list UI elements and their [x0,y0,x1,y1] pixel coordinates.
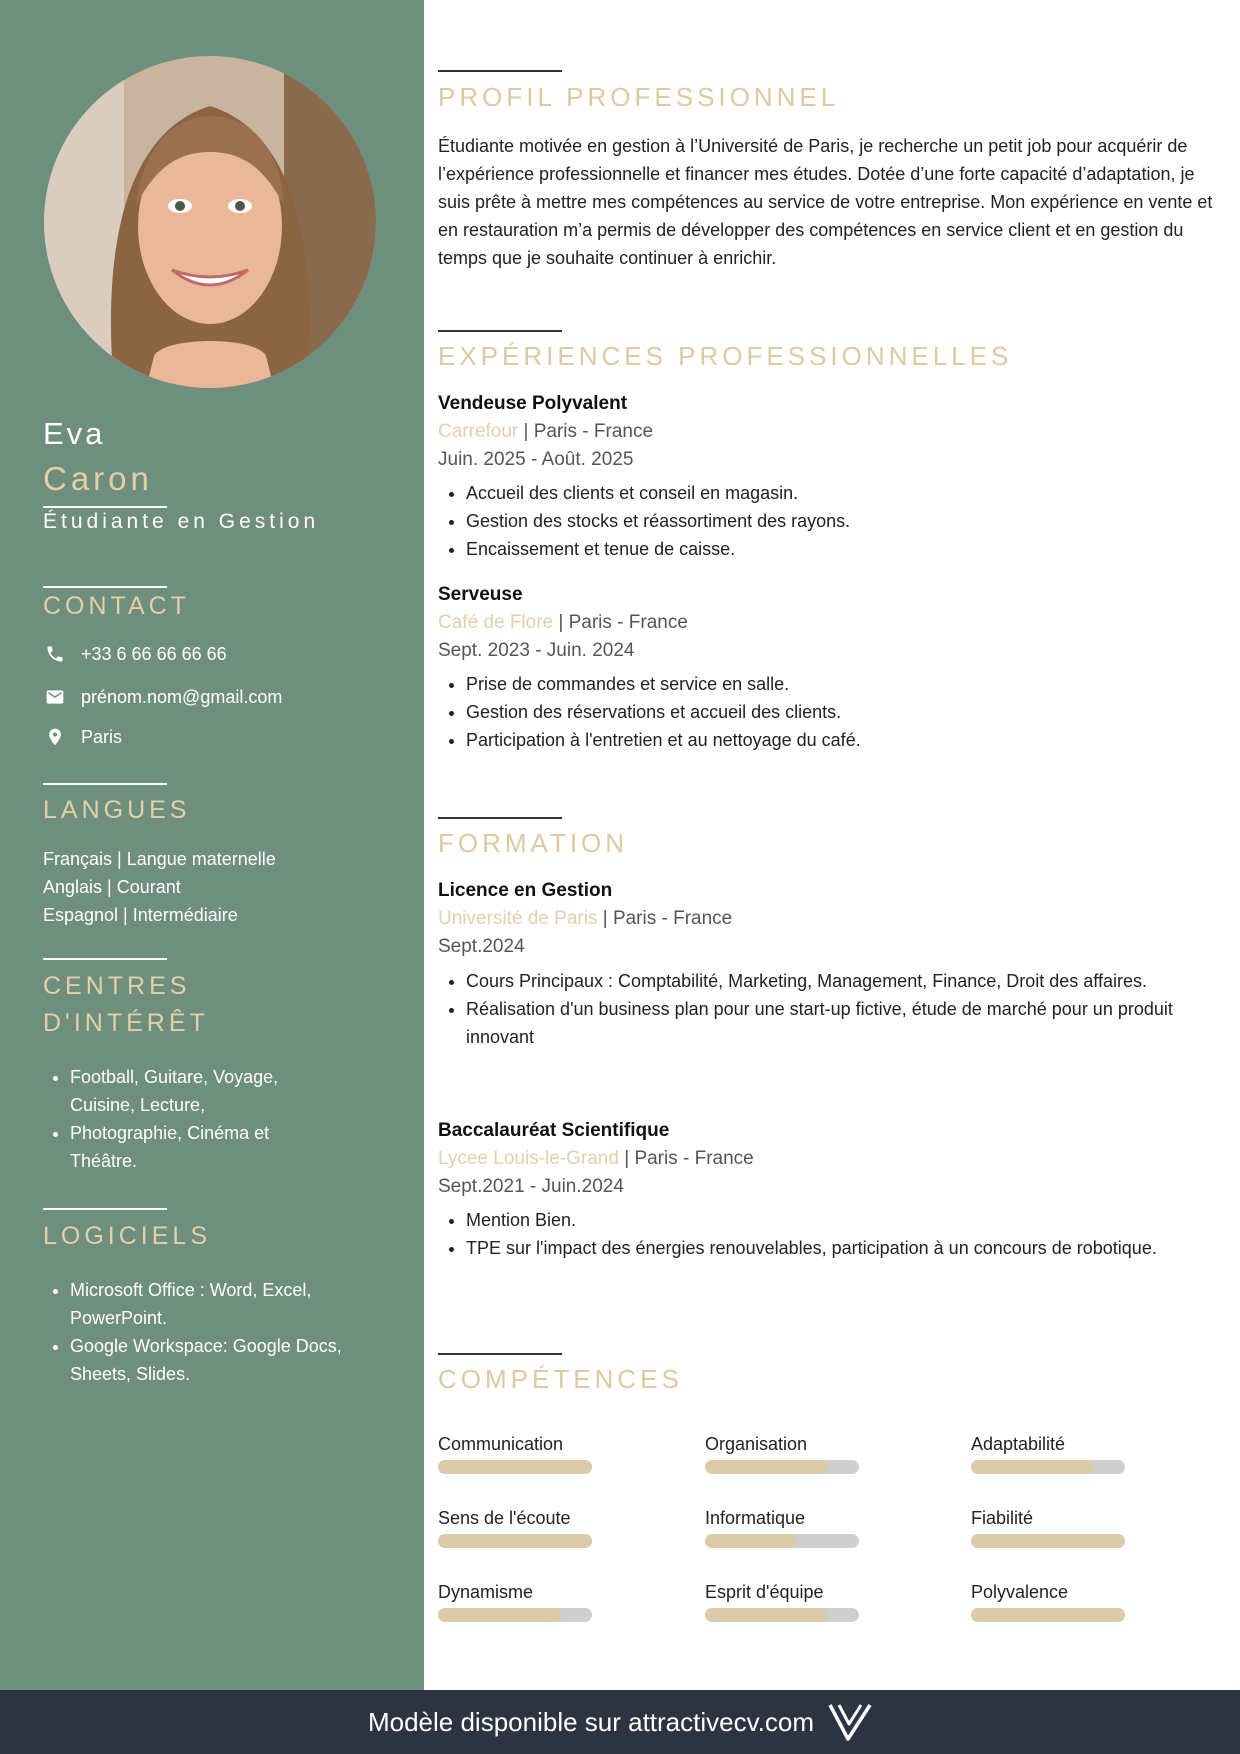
skill-item [438,1580,618,1622]
skill-level-fill [438,1608,561,1622]
skill-level-fill [438,1534,592,1548]
skill-item [438,1506,618,1548]
languages-divider [43,783,167,785]
skills-divider [438,1353,562,1355]
skill-name: Dynamisme [438,1582,534,1602]
skill-name: Polyvalence [971,1582,1069,1602]
company-name: Carrefour [438,421,519,442]
skill-level-fill [705,1534,797,1548]
detail-item: • Mention Bien. [466,1206,1236,1234]
skill-level-fill [971,1460,1094,1474]
interests-heading-line1: CENTRES [43,972,191,1000]
job-role: Étudiante en Gestion [43,510,320,533]
language-item: Anglais | Courant [43,877,181,897]
skill-level-fill [705,1608,828,1622]
school-location: | Paris - France [618,1148,754,1169]
contact-phone[interactable] [43,642,227,666]
skill-item [971,1580,1151,1622]
profile-heading: PROFIL PROFESSIONNEL [438,82,840,112]
education-divider [438,817,562,819]
language-item: Espagnol | Intermédiaire [43,905,238,925]
skill-level-bar [971,1534,1125,1548]
profile-divider [438,70,562,72]
contact-email[interactable] [43,685,282,709]
skill-level-fill [971,1608,1125,1622]
language-item: Français | Langue maternelle [43,849,276,869]
skill-item [971,1432,1151,1474]
software-divider [43,1208,167,1210]
school-name: Lycee Louis-le-Grand [438,1148,619,1169]
job-dates: Juin. 2025 - Août. 2025 [438,449,634,470]
footer-text: Modèle disponible sur attractivecv.com [367,1706,815,1737]
attractivecv-logo-icon [828,1702,872,1742]
skill-item [438,1432,618,1474]
skill-level-bar [438,1460,592,1474]
degree-details [438,967,1236,1051]
location-text: Paris [81,726,123,747]
skill-level-bar [438,1534,592,1548]
school-name: Université de Paris [438,908,598,929]
skill-name: Sens de l'écoute [438,1508,571,1528]
degree-title: Licence en Gestion [438,880,613,901]
interests-heading [43,968,209,1042]
footer-banner[interactable] [0,1690,1240,1754]
task-item: • Participation à l'entretien et au nettoyage du café. [466,726,1236,754]
phone-number: +33 6 66 66 66 66 [81,643,227,664]
skill-name: Esprit d'équipe [705,1582,824,1602]
detail-item: • TPE sur l'impact des énergies renouvelables, participation à un concours de robotique. [466,1234,1236,1262]
interest-item: • Photographie, Cinéma et Théâtre. [70,1119,330,1175]
skill-item [705,1506,885,1548]
name-underline [43,506,167,508]
contact-location [43,725,122,749]
skill-item [971,1506,1151,1548]
languages-list [43,845,276,929]
skill-name: Adaptabilité [971,1434,1066,1454]
job-title: Vendeuse Polyvalent [438,393,628,414]
education-heading: FORMATION [438,828,629,858]
skills-heading: COMPÉTENCES [438,1364,683,1394]
software-list [43,1276,350,1388]
contact-heading: CONTACT [43,592,190,620]
skill-level-bar [971,1608,1125,1622]
profile-photo [44,56,376,388]
job-tasks [438,670,1236,754]
phone-icon [43,642,67,666]
interests-list [43,1063,330,1175]
first-name: Eva [43,416,106,451]
school-line [438,1148,754,1170]
interests-heading-line2: D'INTÉRÊT [43,1009,209,1037]
software-item: • Microsoft Office : Word, Excel, PowerPoint. [70,1276,350,1332]
skill-name: Informatique [705,1508,806,1528]
task-item: • Accueil des clients et conseil en magasin. [466,479,1236,507]
degree-dates: Sept.2024 [438,936,525,957]
job-location: | Paris - France [553,612,688,633]
job-title: Serveuse [438,584,523,605]
task-item: • Encaissement et tenue de caisse. [466,535,1236,563]
skill-level-fill [705,1460,828,1474]
skill-level-bar [438,1608,592,1622]
task-item: • Prise de commandes et service en salle. [466,670,1236,698]
profile-text: Étudiante motivée en gestion à l’Université de Paris, je recherche un petit job pour acquérir de l’expérience professionnelle et financer mes études. Dotée d’une forte capacité d’adaptation, je suis prête à mettre mes compétences au service de votre entreprise. Mon expérience en vente et en restauration m’a permis de développer des compétences en service client et en gestion du temps que je souhaite continuer à enrichir. [438,136,1213,268]
interests-divider [43,958,167,960]
last-name: Caron [43,460,153,497]
skill-level-bar [705,1460,859,1474]
detail-item: • Réalisation d'un business plan pour une start-up fictive, étude de marché pour un produit innovant [466,995,1236,1051]
email-icon [43,685,67,709]
software-heading: LOGICIELS [43,1222,211,1250]
job-location: | Paris - France [518,421,654,442]
email-address: prénom.nom@gmail.com [81,686,283,707]
skill-level-bar [705,1534,859,1548]
degree-details [438,1206,1236,1262]
degree-dates: Sept.2021 - Juin.2024 [438,1176,624,1197]
job-dates: Sept. 2023 - Juin. 2024 [438,640,635,661]
detail-item: • Cours Principaux : Comptabilité, Marketing, Management, Finance, Droit des affaires. [466,967,1236,995]
skill-level-bar [705,1608,859,1622]
skill-level-fill [438,1460,592,1474]
job-employer [438,421,653,443]
software-item: • Google Workspace: Google Docs, Sheets, Slides. [70,1332,350,1388]
school-location: | Paris - France [597,908,733,929]
school-line [438,908,732,930]
job-employer [438,612,688,634]
languages-heading: LANGUES [43,796,191,824]
task-item: • Gestion des stocks et réassortiment des rayons. [466,507,1236,535]
sidebar [0,0,424,1690]
skill-item [705,1580,885,1622]
skill-item [705,1432,885,1474]
skill-name: Communication [438,1434,564,1454]
task-item: • Gestion des réservations et accueil des clients. [466,698,1236,726]
skill-level-fill [971,1534,1125,1548]
skill-name: Organisation [705,1434,808,1454]
skill-level-bar [971,1460,1125,1474]
location-pin-icon [43,725,67,749]
interest-item: • Football, Guitare, Voyage, Cuisine, Lecture, [70,1063,330,1119]
experience-divider [438,330,562,332]
company-name: Café de Flore [438,612,554,633]
degree-title: Baccalauréat Scientifique [438,1120,670,1141]
skill-name: Fiabilité [971,1508,1034,1528]
experience-heading: EXPÉRIENCES PROFESSIONNELLES [438,341,1013,371]
job-tasks [438,479,1236,563]
